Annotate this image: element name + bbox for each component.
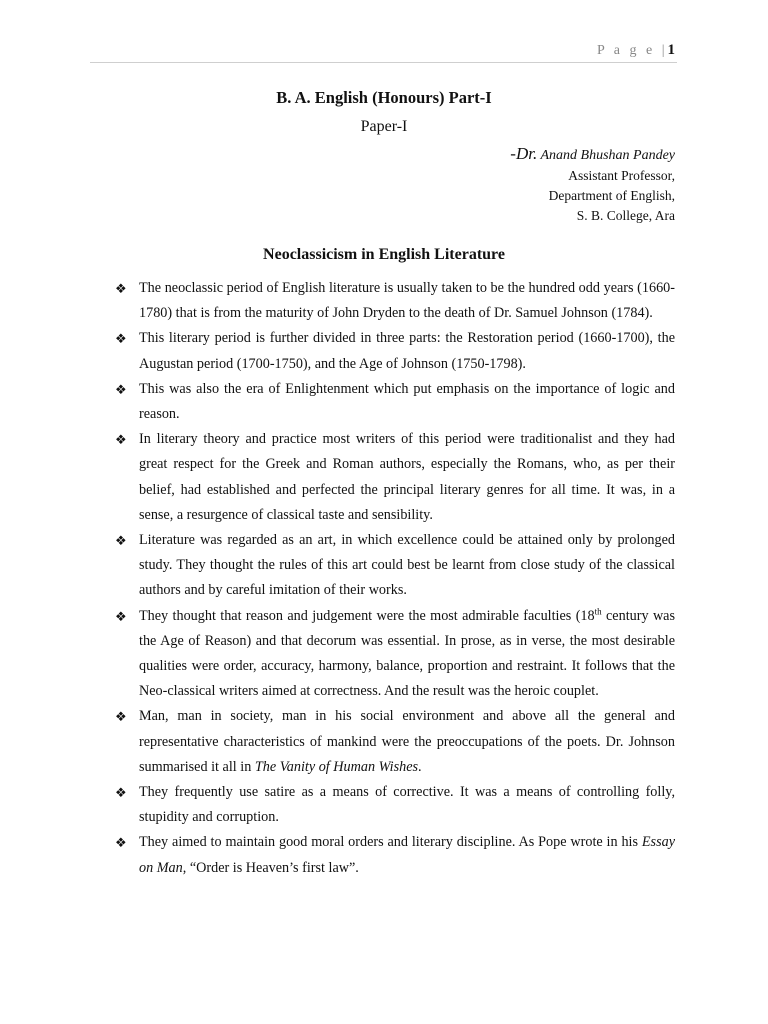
bullet-icon: ❖: [115, 608, 127, 624]
list-item: [115, 780, 675, 830]
list-item-text-end: .: [418, 758, 422, 775]
bullet-icon: ❖: [115, 432, 127, 448]
bullet-icon: ❖: [115, 709, 127, 725]
list-item-text-start: Man, man in society, man in his social environment and above all the general and representative characteristics of mankind were the preoccupations of the poets. Dr. Johnson summarised it all in: [139, 708, 675, 775]
bullet-icon: ❖: [115, 533, 127, 549]
list-item: [115, 276, 675, 326]
bullet-icon: ❖: [115, 281, 127, 296]
list-item: [115, 528, 675, 604]
list-item-text: Literature was regarded as an art, in which excellence could be attained only by prolonged study. They thought the rules of this art could best be learnt from close study of the classical authors and by careful imitation of their works.: [139, 532, 675, 599]
superscript: th: [594, 605, 602, 616]
list-item: [115, 704, 675, 780]
author-block: [510, 144, 675, 226]
author-position: Assistant Professor,: [568, 168, 675, 183]
author-prefix: -Dr.: [510, 144, 538, 163]
list-item-text: This was also the era of Enlightenment which put emphasis on the importance of logic and reason.: [139, 380, 675, 423]
bullet-icon: ❖: [115, 331, 127, 347]
list-item: [115, 604, 675, 705]
section-heading: Neoclassicism in English Literature: [263, 246, 505, 263]
list-item-text-end: , “Order is Heaven’s first law”.: [182, 859, 359, 876]
bullet-icon: ❖: [115, 785, 127, 801]
header-rule: [90, 62, 677, 63]
list-item-text-end: century was the Age of Reason) and that decorum was essential. In prose, as in verse, the most desirable qualities were order, accuracy, harmony, balance, proportion and restraint. It follows that the Neo-classical writers aimed at correctness. And the result was the heroic couplet.: [139, 607, 676, 700]
list-item-text: The neoclassic period of English literature is usually taken to be the hundred odd years (1660-1780) that is from the maturity of John Dryden to the death of Dr. Samuel Johnson (1784).: [139, 280, 675, 322]
work-title: Essay on Man: [139, 834, 675, 876]
list-item-text: In literary theory and practice most writers of this period were traditionalist and they had great respect for the Greek and Roman authors, especially the Romans, who, as per their belief, had established and perfected the principal literary genres for all time. It was, in a sense, a resurgence of classical taste and sensibility.: [139, 431, 675, 523]
author-department: Department of English,: [548, 188, 675, 203]
page-number: 1: [667, 42, 675, 58]
list-item-text-start: They aimed to maintain good moral orders and literary discipline. As Pope wrote in his: [139, 834, 642, 851]
page-label: P a g e |: [597, 43, 668, 58]
list-item: [115, 326, 675, 376]
bullet-icon: ❖: [115, 381, 127, 397]
list-item-text-start: They thought that reason and judgement were the most admirable faculties (18: [139, 607, 595, 624]
bullet-list: [115, 276, 675, 881]
document-title: B. A. English (Honours) Part-I: [276, 88, 492, 107]
list-item: [115, 377, 675, 427]
work-title: The Vanity of Human Wishes: [254, 758, 419, 775]
list-item: [115, 427, 675, 528]
list-item-text: They frequently use satire as a means of corrective. It was a means of controlling folly, stupidity and corruption.: [139, 784, 675, 826]
list-item: [115, 830, 675, 880]
page-header: [90, 42, 675, 59]
list-item-text: This literary period is further divided in three parts: the Restoration period (1660-1700), the Augustan period (1700-1750), and the Age of Johnson (1750-1798).: [139, 330, 675, 372]
author-college: S. B. College, Ara: [576, 208, 675, 223]
author-name-line: [510, 144, 675, 166]
author-name: Anand Bhushan Pandey: [540, 148, 675, 163]
paper-label: Paper-I: [360, 118, 408, 135]
bullet-icon: ❖: [115, 835, 127, 851]
